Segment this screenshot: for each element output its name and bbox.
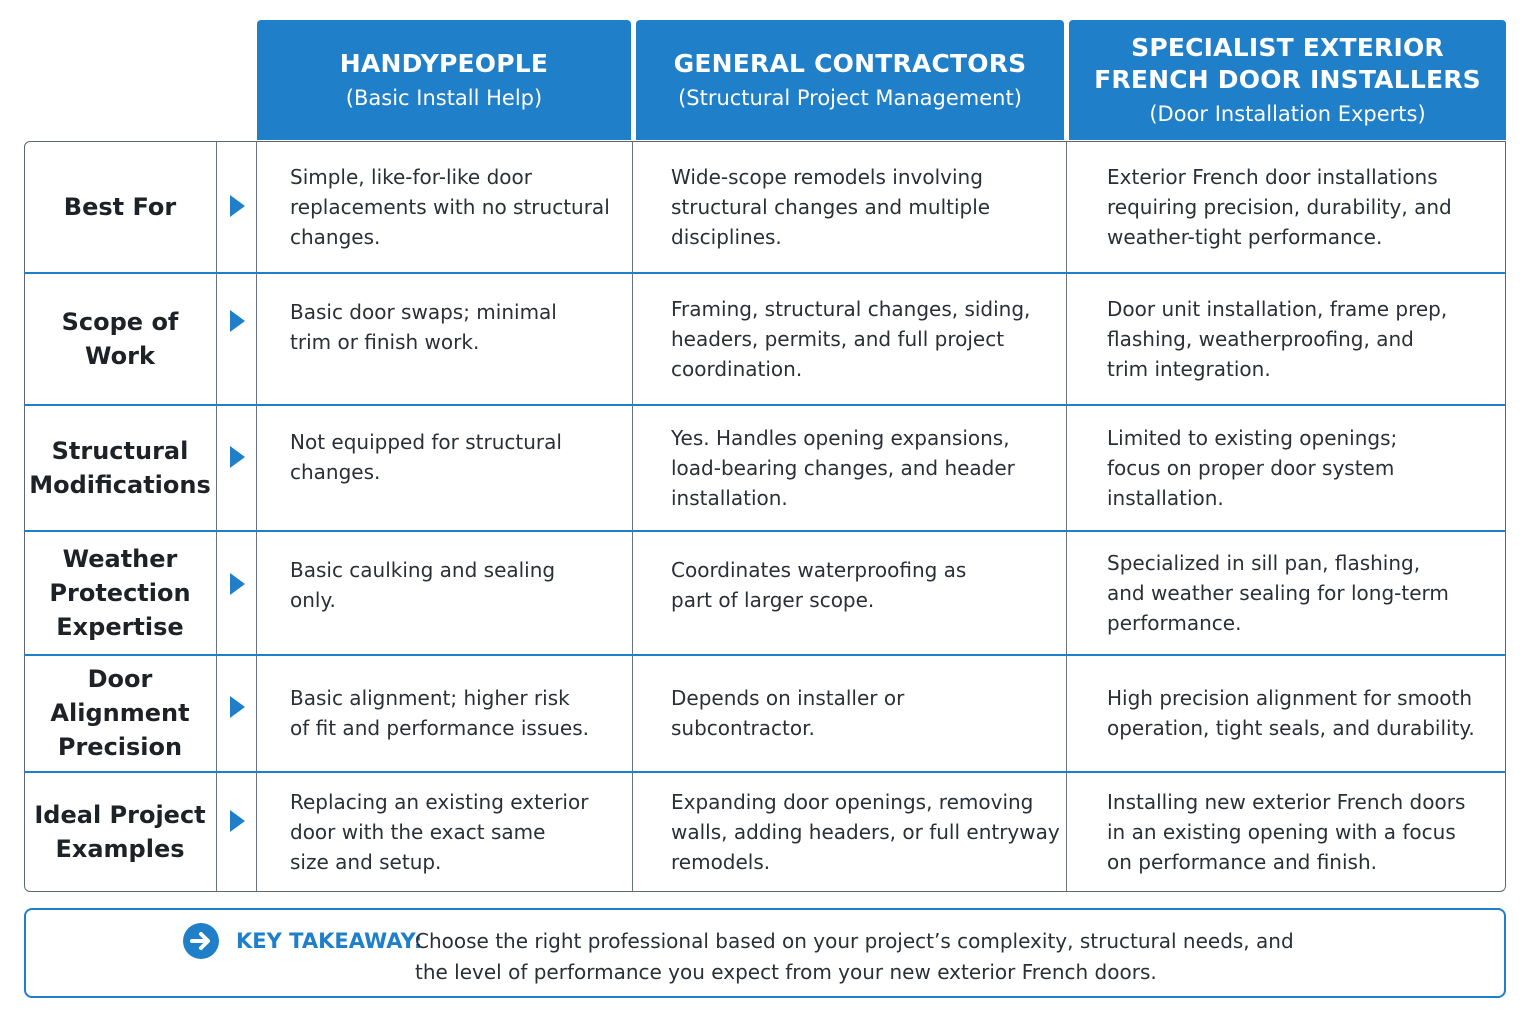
key-takeaway-text: Choose the right professional based on your project’s complexity, structural needs, and the level of performance you expect from your new exterior French doors. <box>415 929 1294 984</box>
table-cell: Depends on installer or subcontractor. <box>671 686 905 740</box>
table-cell: Basic caulking and sealing only. <box>290 558 556 612</box>
table-cell: Wide-scope remodels involving structural changes and multiple disciplines. <box>671 164 991 249</box>
table-row-door-alignment <box>24 655 1506 771</box>
table-cell: Replacing an existing exterior door with the exact same size and setup. <box>290 790 589 874</box>
row-label: Best For <box>63 192 177 221</box>
table-cell: Simple, like-for-like door replacements with no structural changes. <box>290 164 610 249</box>
arrow-right-circle-icon <box>183 923 219 959</box>
column-title: HANDYPEOPLE <box>339 49 549 78</box>
table-cell: Specialized in sill pan, flashing, and weather sealing for long-term performance. <box>1107 550 1449 635</box>
row-arrow-icon <box>230 696 245 718</box>
table-row-ideal-examples <box>24 772 1506 892</box>
row-arrow-icon <box>230 310 245 332</box>
column-subtitle: (Door Installation Experts) <box>1149 102 1426 126</box>
table-cell: Installing new exterior French doors in an existing opening with a focus on performance and finish. <box>1107 790 1466 874</box>
column-header-specialist-installers <box>1069 20 1506 140</box>
table-row-structural-modifications <box>24 405 1506 530</box>
row-arrow-icon <box>230 573 245 595</box>
table-cell: Exterior French door installations requiring precision, durability, and weather-tight performance. <box>1107 164 1452 249</box>
row-label: Structural Modifications <box>29 436 211 499</box>
table-cell: Expanding door openings, removing walls, adding headers, or full entryway remodels. <box>671 790 1060 874</box>
table-cell: High precision alignment for smooth operation, tight seals, and durability. <box>1107 686 1475 740</box>
table-row-best-for <box>24 141 1506 272</box>
key-takeaway-label: KEY TAKEAWAY: <box>236 929 423 953</box>
column-header-handypeople <box>257 20 631 140</box>
column-title: SPECIALIST EXTERIOR FRENCH DOOR INSTALLERS <box>1094 33 1481 94</box>
column-subtitle: (Structural Project Management) <box>678 86 1022 110</box>
table-row-weather-protection <box>24 531 1506 654</box>
table-cell: Framing, structural changes, siding, headers, permits, and full project coordination. <box>671 296 1031 381</box>
table-cell: Door unit installation, frame prep, flashing, weatherproofing, and trim integration. <box>1107 296 1448 381</box>
column-title: GENERAL CONTRACTORS <box>673 49 1027 78</box>
table-cell: Coordinates waterproofing as part of larger scope. <box>671 558 967 612</box>
table-cell: Yes. Handles opening expansions, load-bearing changes, and header installation. <box>671 425 1015 510</box>
row-arrow-icon <box>230 446 245 468</box>
row-label: Door Alignment Precision <box>50 665 190 761</box>
row-label: Ideal Project Examples <box>34 801 206 863</box>
row-label: Weather Protection Expertise <box>49 544 191 641</box>
table-cell: Basic door swaps; minimal trim or finish work. <box>290 300 557 354</box>
table-cell: Limited to existing openings; focus on proper door system installation. <box>1107 425 1398 510</box>
table-cell: Not equipped for structural changes. <box>290 430 562 484</box>
column-header-general-contractors <box>636 20 1064 140</box>
row-arrow-icon <box>230 195 245 217</box>
column-subtitle: (Basic Install Help) <box>345 86 543 110</box>
row-arrow-icon <box>230 810 245 832</box>
table-row-scope-of-work <box>24 273 1506 404</box>
table-cell: Basic alignment; higher risk of fit and performance issues. <box>290 686 590 740</box>
row-label: Scope of Work <box>61 307 179 370</box>
